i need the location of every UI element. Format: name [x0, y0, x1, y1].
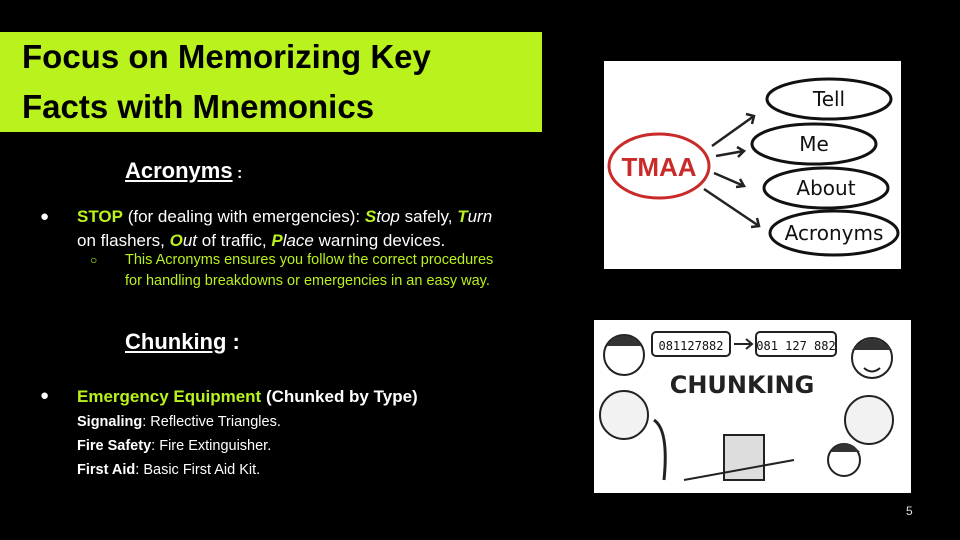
arrow-4	[704, 189, 759, 226]
letter-s: S	[364, 207, 377, 226]
letter-o: O	[169, 231, 183, 250]
title-box	[0, 32, 542, 132]
equipment-line	[77, 388, 418, 405]
text-warning-devices: warning devices.	[313, 231, 446, 250]
arrow-1	[712, 116, 754, 146]
number-right: 081 127 882	[756, 339, 836, 353]
thought-bubble-left	[600, 391, 648, 439]
acronym-diagram	[604, 61, 901, 269]
acronyms-heading-text: Acronyms	[125, 158, 233, 183]
chunking-caption: CHUNKING	[669, 371, 815, 399]
stop-line-1	[77, 208, 492, 225]
item-label: Fire Safety	[77, 438, 152, 454]
text-traffic: of traffic,	[197, 231, 272, 250]
equipment-label: Emergency Equipment	[77, 387, 262, 406]
equipment-type: (Chunked by Type)	[261, 387, 418, 406]
word-acronyms: Acronyms	[784, 221, 884, 245]
page-number: 5	[906, 504, 913, 518]
word-place: lace	[282, 231, 314, 250]
acronyms-heading	[125, 158, 242, 184]
chunking-drawing	[594, 320, 911, 493]
word-out: ut	[182, 231, 198, 250]
chunking-heading	[125, 329, 240, 355]
word-turn: urn	[467, 207, 493, 226]
letter-t: T	[457, 207, 468, 226]
laptop	[724, 435, 764, 480]
bullet-dot: ●	[40, 208, 50, 225]
chunking-heading-text: Chunking	[125, 329, 227, 354]
person-left-hair	[606, 336, 642, 347]
item-signaling	[77, 415, 281, 430]
text-flashers: on flashers,	[77, 231, 170, 250]
bullet-dot: ●	[40, 387, 50, 404]
stop-label: STOP	[77, 207, 123, 226]
slide-title-line-2: Facts with Mnemonics	[22, 88, 375, 125]
letter-p: P	[271, 231, 283, 250]
slide-title-line-1: Focus on Memorizing Key	[22, 38, 431, 75]
chunking-illustration	[594, 320, 911, 493]
item-first-aid	[77, 463, 260, 478]
arrow-group	[704, 114, 759, 227]
sub-text-line-2: for handling breakdowns or emergencies in an easy way.	[125, 273, 490, 289]
acronym-illustration	[604, 61, 901, 269]
tmaa-text: TMAA	[621, 152, 697, 182]
number-left: 081127882	[658, 339, 724, 353]
thought-bubble-right	[845, 396, 893, 444]
stop-description: (for dealing with emergencies):	[122, 207, 365, 226]
hair-strands	[654, 420, 665, 480]
item-fire-safety	[77, 439, 271, 454]
word-tell: Tell	[812, 87, 846, 111]
word-about: About	[796, 176, 856, 200]
text-safely: safely,	[399, 207, 458, 226]
stop-line-2	[77, 232, 445, 249]
item-value: : Reflective Triangles.	[142, 414, 281, 430]
chunking-heading-colon: :	[226, 329, 240, 354]
item-label: Signaling	[77, 414, 143, 430]
item-value: : Basic First Aid Kit.	[135, 462, 261, 478]
sub-text-line-1: This Acronyms ensures you follow the correct procedures	[125, 252, 494, 268]
item-label: First Aid	[77, 462, 136, 478]
item-value: : Fire Extinguisher.	[151, 438, 272, 454]
person-right-hair	[852, 339, 892, 350]
acronyms-heading-colon: :	[232, 165, 243, 182]
word-stop: top	[376, 207, 400, 226]
word-me: Me	[799, 132, 829, 156]
sub-bullet-circle: ○	[90, 253, 98, 267]
